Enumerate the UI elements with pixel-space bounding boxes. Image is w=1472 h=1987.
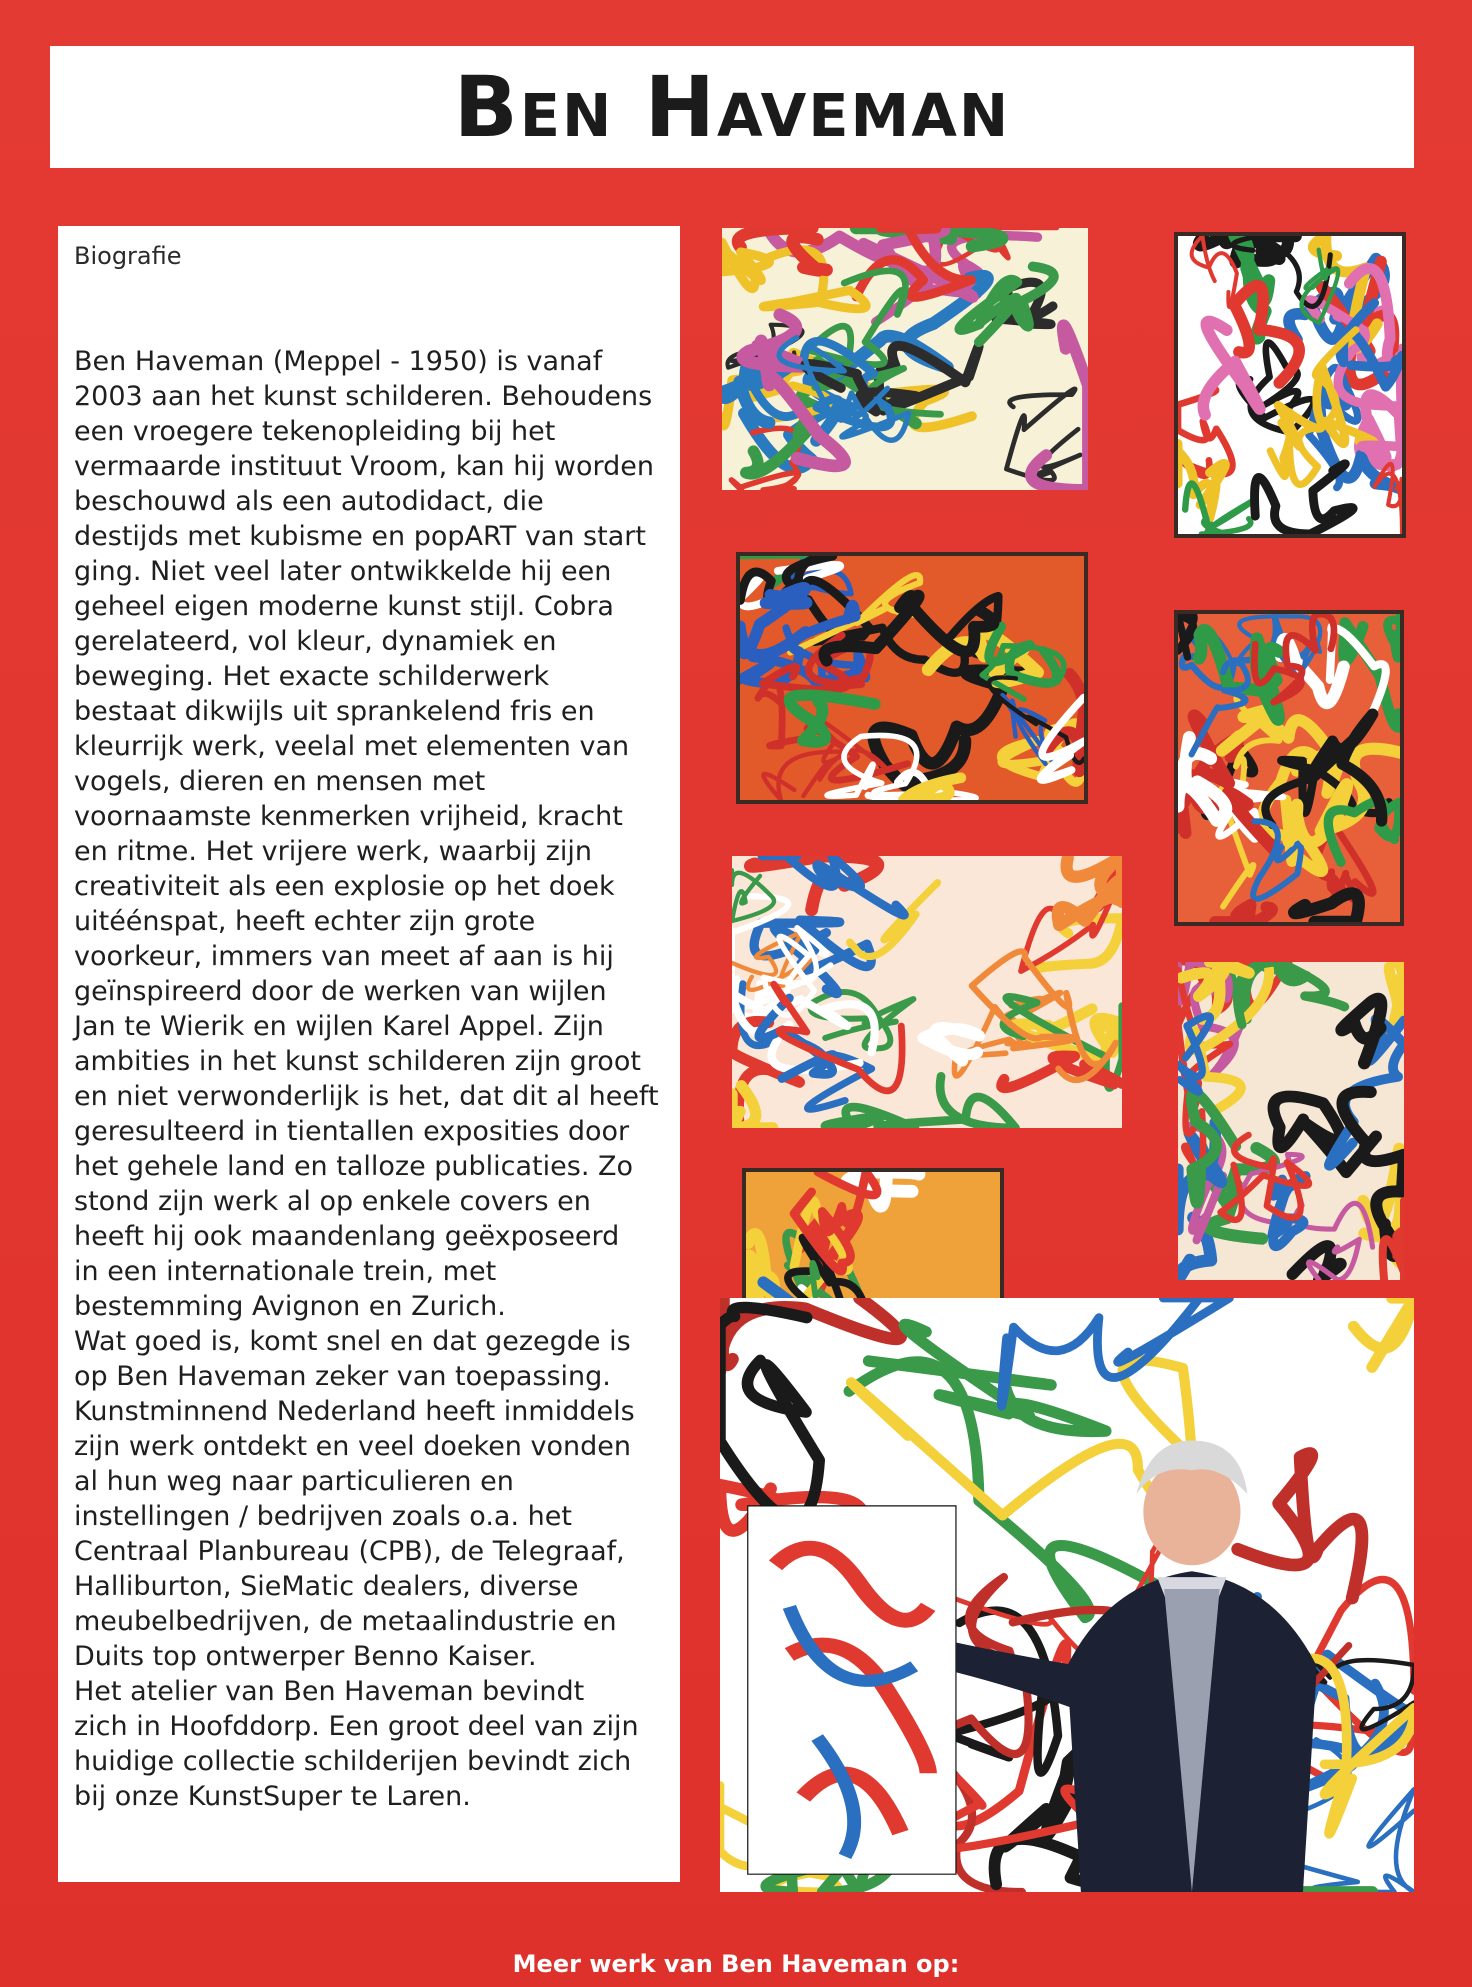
biography-text: Ben Haveman (Meppel - 1950) is vanaf 2003 aan het kunst schilderen. Behoudens een vroegere tekenopleiding bij het vermaarde instituut Vroom, kan hij worden beschouwd als een autodidact, die destijds met kubisme en popART van start ging. Niet veel later ontwikkelde hij een geheel eigen moderne kunst stijl. Cobra gerelateerd, vol kleur, dynamiek en beweging. Het exacte schilderwerk bestaat dikwijls uit sprankelend fris en kleurrijk werk, veelal met elementen van vogels, dieren en mensen met voornaamste kenmerken vrijheid, kracht en ritme. Het vrijere werk, waarbij zijn creativiteit als een explosie op het doek uitéénspat, heeft echter zijn grote voorkeur, immers van meet af aan is hij geïnspireerd door de werken van wijlen Jan te Wierik en wijlen Karel Appel. Zijn ambities in het kunst schilderen zijn groot en niet verwonderlijk is het, dat dit al heeft geresulteerd in tientallen exposities door het gehele land en talloze publicaties. Zo stond zijn werk al op enkele covers en heeft hij ook maandenlang geëxposeerd in een internationale trein, met bestemming Avignon en Zurich. Wat goed is, komt snel en dat gezegde is op Ben Haveman zeker van toepassing. Kunstminnend Nederland heeft inmiddels zijn werk ontdekt en veel doeken vonden al hun weg naar particulieren en instellingen / bedrijven zoals o.a. het Centraal Planbureau (CPB), de Telegraaf, Halliburton, SieMatic dealers, diverse meubelbedrijven, de metaalindustrie en Duits top ontwerper Benno Kaiser. Het atelier van Ben Haveman bevindt zich in Hoofddorp. Een groot deel van zijn huidige collectie schilderijen bevindt zich bij onze KunstSuper te Laren. <box>74 346 659 1812</box>
painting-6 <box>1178 962 1404 1280</box>
painting-3 <box>736 552 1088 804</box>
painting-1 <box>722 228 1088 490</box>
painting-5 <box>732 856 1122 1128</box>
footer-text: Meer werk van Ben Haveman op: <box>512 1950 960 1978</box>
biography-heading: Biografie <box>74 242 182 270</box>
painting-4 <box>1174 610 1404 926</box>
artist-photo <box>720 1298 1414 1892</box>
painting-2 <box>1174 232 1406 538</box>
page-title: Ben Haveman <box>453 58 1011 156</box>
title-bar <box>50 46 1414 168</box>
biography-panel <box>58 226 680 1882</box>
